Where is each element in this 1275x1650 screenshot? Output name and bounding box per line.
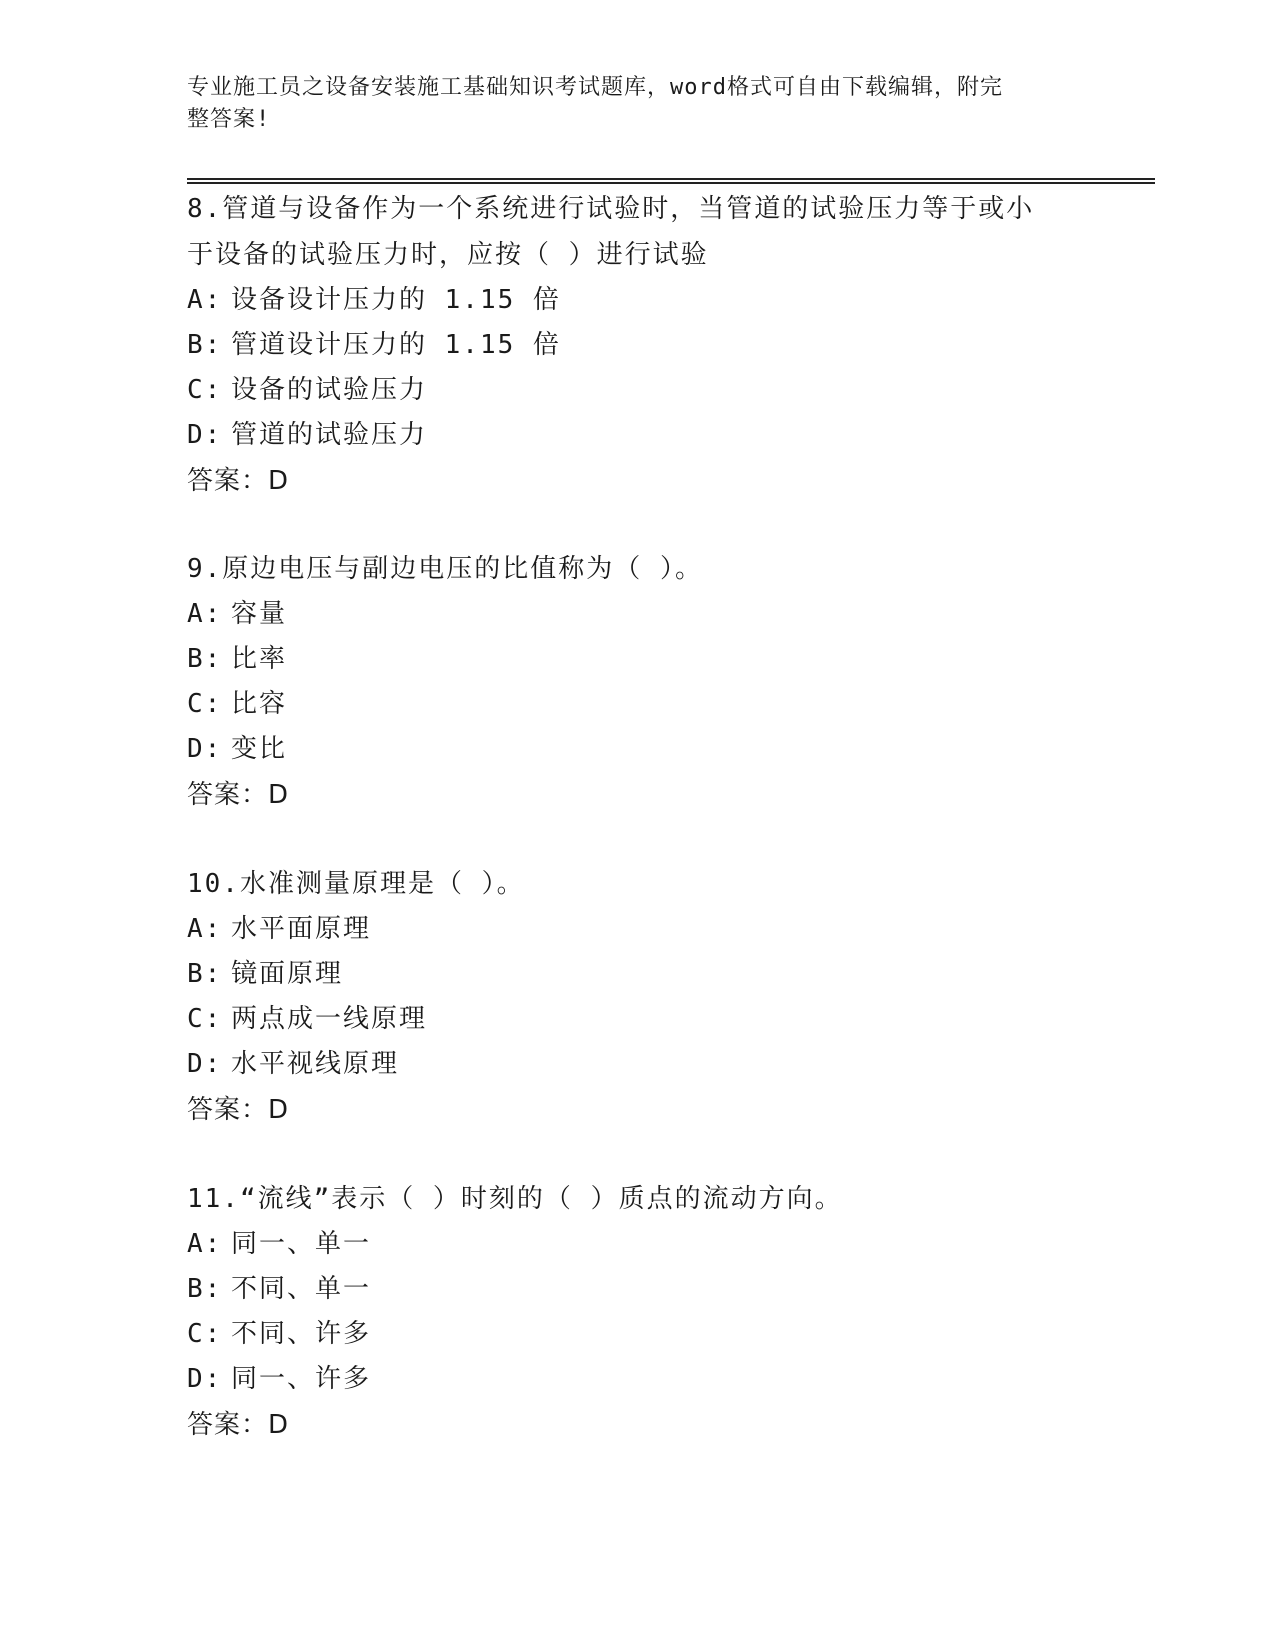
option-text: 同一、许多 — [231, 1364, 372, 1394]
question-stem-line: 10.水准测量原理是（ ）。 — [187, 869, 525, 899]
option-b — [187, 1267, 1067, 1312]
option-letter: C: — [187, 375, 223, 405]
double-rule-divider — [187, 178, 1155, 184]
option-text: 不同、单一 — [231, 1274, 372, 1304]
option-b — [187, 637, 1067, 682]
question-stem-line: 11.“流线”表示（ ）时刻的（ ）质点的流动方向。 — [187, 1184, 843, 1214]
option-text: 管道设计压力的 1.15 倍 — [231, 330, 561, 360]
header-line-2: 整答案! — [187, 107, 271, 132]
option-letter: B: — [187, 330, 223, 360]
question-stem-line: 9.原边电压与副边电压的比值称为（ ）。 — [187, 554, 703, 584]
answer-line: 答案：D — [187, 1095, 290, 1125]
option-letter: B: — [187, 1274, 223, 1304]
option-d — [187, 413, 1067, 458]
option-c — [187, 682, 1067, 727]
option-c — [187, 997, 1067, 1042]
option-letter: D: — [187, 1364, 223, 1394]
option-letter: A: — [187, 1229, 223, 1259]
question-8 — [187, 186, 1067, 504]
option-c — [187, 368, 1067, 413]
answer-line: 答案：D — [187, 1410, 290, 1440]
option-d — [187, 1042, 1067, 1087]
option-letter: B: — [187, 644, 223, 674]
option-text: 设备设计压力的 1.15 倍 — [231, 285, 561, 315]
option-b — [187, 952, 1067, 997]
document-header — [187, 72, 1067, 136]
question-stem-line: 8.管道与设备作为一个系统进行试验时，当管道的试验压力等于或小 — [187, 194, 1035, 224]
option-a — [187, 592, 1067, 637]
option-letter: A: — [187, 914, 223, 944]
question-10 — [187, 861, 1067, 1133]
answer-line: 答案：D — [187, 466, 290, 496]
option-a — [187, 1222, 1067, 1267]
option-a — [187, 278, 1067, 323]
option-letter: D: — [187, 420, 223, 450]
option-text: 变比 — [231, 734, 288, 764]
question-9 — [187, 546, 1067, 818]
option-text: 不同、许多 — [231, 1319, 372, 1349]
option-text: 容量 — [231, 599, 288, 629]
option-text: 水平视线原理 — [231, 1049, 400, 1079]
question-11 — [187, 1176, 1067, 1448]
option-text: 水平面原理 — [231, 914, 372, 944]
option-letter: D: — [187, 1049, 223, 1079]
option-text: 同一、单一 — [231, 1229, 372, 1259]
option-a — [187, 907, 1067, 952]
question-stem-line: 于设备的试验压力时，应按（ ）进行试验 — [187, 240, 709, 270]
option-c — [187, 1312, 1067, 1357]
header-line-1: 专业施工员之设备安装施工基础知识考试题库，word格式可自由下载编辑，附完 — [187, 75, 1003, 100]
option-d — [187, 1357, 1067, 1402]
option-letter: C: — [187, 1004, 223, 1034]
option-letter: B: — [187, 959, 223, 989]
option-d — [187, 727, 1067, 772]
option-b — [187, 323, 1067, 368]
option-letter: A: — [187, 599, 223, 629]
option-text: 管道的试验压力 — [231, 420, 428, 450]
answer-line: 答案：D — [187, 780, 290, 810]
option-text: 比率 — [231, 644, 288, 674]
option-text: 比容 — [231, 689, 288, 719]
option-text: 两点成一线原理 — [231, 1004, 428, 1034]
option-letter: A: — [187, 285, 223, 315]
option-text: 设备的试验压力 — [231, 375, 428, 405]
option-letter: C: — [187, 1319, 223, 1349]
option-letter: D: — [187, 734, 223, 764]
option-text: 镜面原理 — [231, 959, 344, 989]
option-letter: C: — [187, 689, 223, 719]
